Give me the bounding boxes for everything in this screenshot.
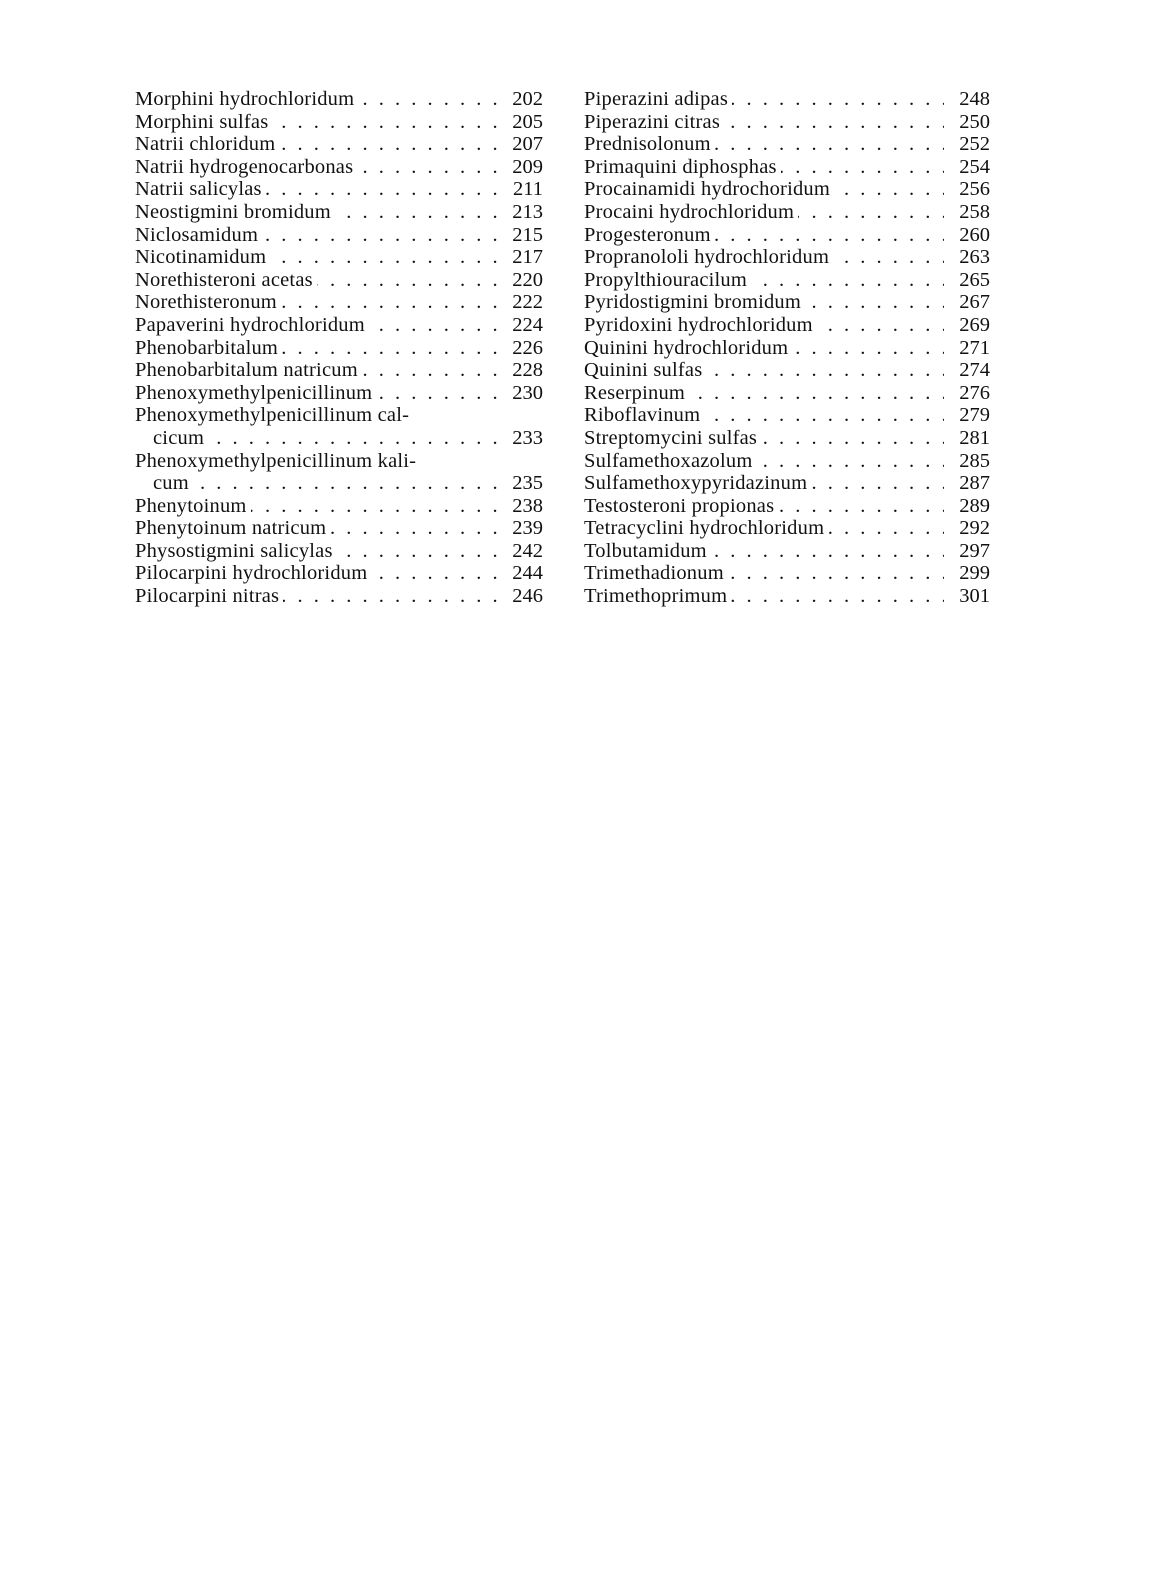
entry-name: Primaquini diphosphas . . . bbox=[584, 156, 944, 179]
entry-page-number: 263 bbox=[944, 246, 990, 269]
index-entry bbox=[135, 201, 543, 224]
entry-name: Progesteronum . . . bbox=[584, 224, 944, 247]
entry-page-number: 217 bbox=[501, 246, 543, 269]
index-entry bbox=[584, 359, 990, 382]
entry-name: Quinini sulfas . . . bbox=[584, 359, 944, 382]
index-entry bbox=[584, 224, 990, 247]
entry-name: Phenytoinum natricum . . . bbox=[135, 517, 501, 540]
entry-name: Pyridostigmini bromidum . . . bbox=[584, 291, 944, 314]
index-entry bbox=[584, 111, 990, 134]
entry-name: Morphini hydrochloridum . . . bbox=[135, 88, 501, 111]
entry-page-number: 279 bbox=[944, 404, 990, 427]
entry-name: Pilocarpini nitras . . . bbox=[135, 585, 501, 608]
index-entry bbox=[135, 133, 543, 156]
entry-name: Physostigmini salicylas . . . bbox=[135, 540, 501, 563]
entry-page-number: 276 bbox=[944, 382, 990, 405]
entry-page-number: 207 bbox=[501, 133, 543, 156]
entry-name: Trimethadionum . . . bbox=[584, 562, 944, 585]
index-entry bbox=[584, 472, 990, 495]
entry-name: Sulfamethoxazolum . . . bbox=[584, 450, 944, 473]
entry-name: Norethisteroni acetas . . . bbox=[135, 269, 501, 292]
entry-name: Nicotinamidum . . . bbox=[135, 246, 501, 269]
index-entry bbox=[135, 585, 543, 608]
entry-name: Propylthiouracilum . . . bbox=[584, 269, 944, 292]
index-entry bbox=[584, 201, 990, 224]
entry-page-number: 242 bbox=[501, 540, 543, 563]
entry-page-number: 271 bbox=[944, 337, 990, 360]
index-entry bbox=[584, 427, 990, 450]
entry-name: Sulfamethoxypyridazinum . . . bbox=[584, 472, 944, 495]
entry-name: Propranololi hydrochloridum . . . bbox=[584, 246, 944, 269]
entry-page-number: 254 bbox=[944, 156, 990, 179]
entry-page-number: 215 bbox=[501, 224, 543, 247]
index-entry bbox=[584, 562, 990, 585]
entry-name: Streptomycini sulfas . . . bbox=[584, 427, 944, 450]
entry-page-number: 228 bbox=[501, 359, 543, 382]
entry-name: Niclosamidum . . . bbox=[135, 224, 501, 247]
entry-page-number: 265 bbox=[944, 269, 990, 292]
entry-page-number: 258 bbox=[944, 201, 990, 224]
entry-page-number: 256 bbox=[944, 178, 990, 201]
entry-name: Procainamidi hydrochoridum . . . bbox=[584, 178, 944, 201]
index-entry bbox=[584, 404, 990, 427]
index-entry bbox=[135, 224, 543, 247]
entry-name: Procaini hydrochloridum . . . bbox=[584, 201, 944, 224]
entry-name: Natrii hydrogenocarbonas . . . bbox=[135, 156, 501, 179]
index-entry bbox=[135, 156, 543, 179]
entry-name: Phenobarbitalum natricum . . . bbox=[135, 359, 501, 382]
index-entry bbox=[584, 291, 990, 314]
index-entry bbox=[135, 450, 543, 495]
entry-name-line1: Phenoxymethylpenicillinum kali- bbox=[135, 450, 501, 473]
entry-name bbox=[135, 450, 501, 495]
entry-name: Piperazini adipas . . . bbox=[584, 88, 944, 111]
entry-page-number: 252 bbox=[944, 133, 990, 156]
index-column-right bbox=[584, 88, 990, 608]
entry-page-number: 292 bbox=[944, 517, 990, 540]
index-entry bbox=[135, 314, 543, 337]
entry-page-number: 202 bbox=[501, 88, 543, 111]
entry-name: Pilocarpini hydrochloridum . . . bbox=[135, 562, 501, 585]
index-entry bbox=[135, 382, 543, 405]
index-entry bbox=[135, 540, 543, 563]
index-entry bbox=[135, 404, 543, 449]
entry-page-number: 285 bbox=[944, 450, 990, 473]
entry-name: Norethisteronum . . . bbox=[135, 291, 501, 314]
index-entry bbox=[135, 517, 543, 540]
index-entry bbox=[135, 246, 543, 269]
entry-page-number: 299 bbox=[944, 562, 990, 585]
index-entry bbox=[135, 269, 543, 292]
index-entry bbox=[584, 133, 990, 156]
entry-page-number: 248 bbox=[944, 88, 990, 111]
index-entry bbox=[584, 495, 990, 518]
entry-name: Phenobarbitalum . . . bbox=[135, 337, 501, 360]
index-entry bbox=[584, 178, 990, 201]
entry-page-number: 238 bbox=[501, 495, 543, 518]
entry-name-line2: cum bbox=[135, 472, 193, 494]
entry-page-number: 213 bbox=[501, 201, 543, 224]
entry-name: Neostigmini bromidum . . . bbox=[135, 201, 501, 224]
entry-page-number: 267 bbox=[944, 291, 990, 314]
index-entry bbox=[135, 111, 543, 134]
entry-name: Natrii salicylas . . . bbox=[135, 178, 501, 201]
entry-page-number: 205 bbox=[501, 111, 543, 134]
entry-name-line2: cicum bbox=[135, 427, 208, 449]
index-column-left bbox=[135, 88, 543, 608]
index-entry bbox=[584, 246, 990, 269]
entry-page-number: 287 bbox=[944, 472, 990, 495]
entry-name: Tetracyclini hydrochloridum . . . bbox=[584, 517, 944, 540]
entry-page-number: 220 bbox=[501, 269, 543, 292]
index-entry bbox=[584, 585, 990, 608]
entry-name: Riboflavinum . . . bbox=[584, 404, 944, 427]
entry-page-number: 239 bbox=[501, 517, 543, 540]
index-entry bbox=[135, 178, 543, 201]
entry-name: Tolbutamidum . . . bbox=[584, 540, 944, 563]
entry-page-number: 211 bbox=[501, 178, 543, 201]
index-entry bbox=[135, 291, 543, 314]
entry-name: Piperazini citras . . . bbox=[584, 111, 944, 134]
entry-name: Phenoxymethylpenicillinum . . . bbox=[135, 382, 501, 405]
entry-page-number: 230 bbox=[501, 382, 543, 405]
index-entry bbox=[584, 88, 990, 111]
index-entry bbox=[135, 562, 543, 585]
entry-name: Trimethoprimum . . . bbox=[584, 585, 944, 608]
index-entry bbox=[135, 88, 543, 111]
index-entry bbox=[135, 359, 543, 382]
entry-name: Pyridoxini hydrochloridum . . . bbox=[584, 314, 944, 337]
entry-page-number: 269 bbox=[944, 314, 990, 337]
entry-name-line1: Phenoxymethylpenicillinum cal- bbox=[135, 404, 501, 427]
entry-page-number: 244 bbox=[501, 562, 543, 585]
index-entry bbox=[584, 314, 990, 337]
entry-name: Papaverini hydrochloridum . . . bbox=[135, 314, 501, 337]
index-entry bbox=[584, 382, 990, 405]
entry-name: Prednisolonum . . . bbox=[584, 133, 944, 156]
index-entry bbox=[135, 337, 543, 360]
entry-page-number: 246 bbox=[501, 585, 543, 608]
entry-page-number: 250 bbox=[944, 111, 990, 134]
entry-page-number: 233 bbox=[501, 427, 543, 450]
index-entry bbox=[584, 540, 990, 563]
entry-page-number: 235 bbox=[501, 472, 543, 495]
entry-page-number: 226 bbox=[501, 337, 543, 360]
entry-name: Quinini hydrochloridum . . . bbox=[584, 337, 944, 360]
entry-name bbox=[135, 404, 501, 449]
entry-name: Natrii chloridum . . . bbox=[135, 133, 501, 156]
entry-page-number: 224 bbox=[501, 314, 543, 337]
index-entry bbox=[584, 450, 990, 473]
entry-page-number: 297 bbox=[944, 540, 990, 563]
entry-page-number: 301 bbox=[944, 585, 990, 608]
entry-page-number: 289 bbox=[944, 495, 990, 518]
entry-page-number: 281 bbox=[944, 427, 990, 450]
entry-page-number: 222 bbox=[501, 291, 543, 314]
entry-name: Morphini sulfas . . . bbox=[135, 111, 501, 134]
entry-page-number: 260 bbox=[944, 224, 990, 247]
index-entry bbox=[135, 495, 543, 518]
entry-page-number: 274 bbox=[944, 359, 990, 382]
entry-name: Testosteroni propionas . . . bbox=[584, 495, 944, 518]
index-entry bbox=[584, 156, 990, 179]
entry-page-number: 209 bbox=[501, 156, 543, 179]
index-entry bbox=[584, 337, 990, 360]
index-entry bbox=[584, 517, 990, 540]
entry-name: Reserpinum . . . bbox=[584, 382, 944, 405]
index-entry bbox=[584, 269, 990, 292]
entry-name: Phenytoinum . . . bbox=[135, 495, 501, 518]
